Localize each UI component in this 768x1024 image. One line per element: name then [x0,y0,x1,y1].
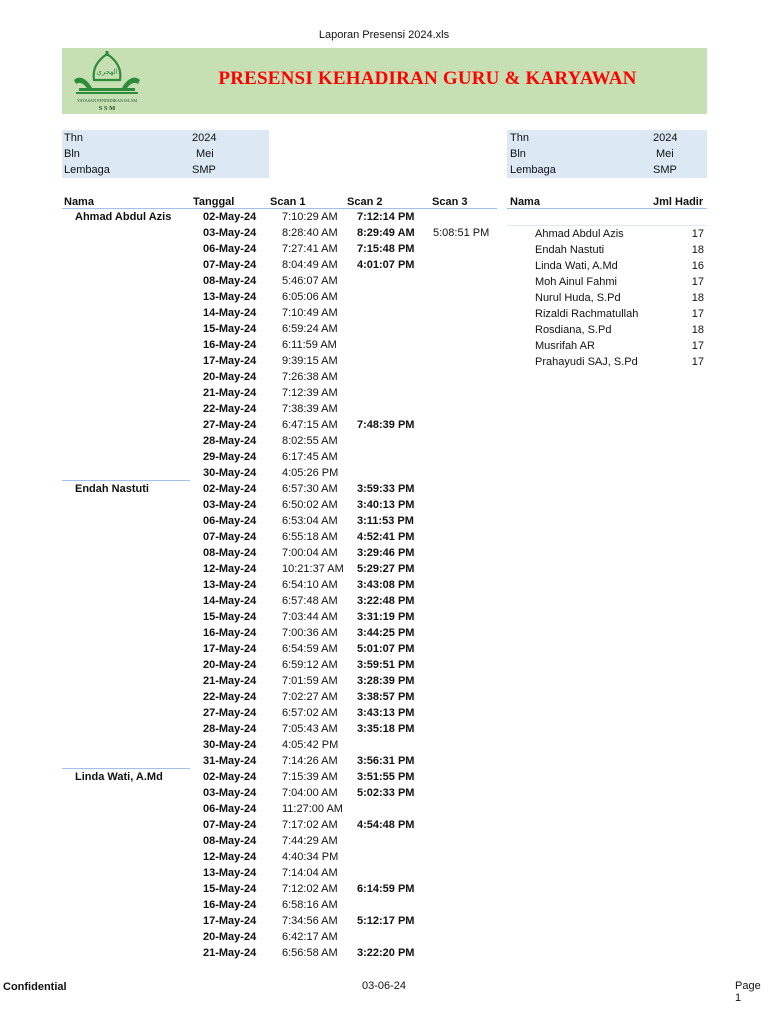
attendance-date: 15-May-24 [203,883,257,895]
attendance-date: 08-May-24 [203,275,257,287]
scan2-time: 3:43:13 PM [357,707,415,719]
scan2-time: 3:28:39 PM [357,675,415,687]
scan1-time: 10:21:37 AM [282,563,344,575]
scan3-time: 5:08:51 PM [433,227,490,239]
attendance-date: 03-May-24 [203,787,257,799]
scan1-time: 5:46:07 AM [282,275,338,287]
scan2-time: 5:02:33 PM [357,787,415,799]
scan1-time: 7:03:44 AM [282,611,338,623]
report-title: PRESENSI KEHADIRAN GURU & KARYAWAN [218,68,637,89]
attendance-date: 03-May-24 [203,227,257,239]
scan1-time: 7:14:26 AM [282,755,338,767]
label-bln: Bln [510,148,526,160]
attendance-date: 02-May-24 [203,771,257,783]
summary-name: Musrifah AR [535,340,595,352]
scan1-time: 6:42:17 AM [282,931,338,943]
scan2-time: 5:01:07 PM [357,643,415,655]
summary-count: 17 [691,308,704,320]
summary-header-underline [507,208,707,209]
scan2-time: 6:14:59 PM [357,883,415,895]
attendance-date: 13-May-24 [203,867,257,879]
scan2-time: 5:12:17 PM [357,915,415,927]
attendance-date: 12-May-24 [203,563,257,575]
scan1-time: 6:11:59 AM [282,339,337,351]
header-banner [62,48,707,114]
scan1-time: 7:12:02 AM [282,883,338,895]
scan1-time: 7:05:43 AM [282,723,338,735]
value-bln: Mei [656,148,674,160]
scan1-time: 6:50:02 AM [282,499,338,511]
scan1-time: 4:05:42 PM [282,739,339,751]
scan2-time: 3:59:33 PM [357,483,415,495]
label-lembaga: Lembaga [510,164,556,176]
scan1-time: 7:00:36 AM [282,627,338,639]
attendance-date: 06-May-24 [203,243,257,255]
employee-name: Ahmad Abdul Azis [75,211,172,223]
scan2-time: 3:51:55 PM [357,771,415,783]
scan2-time: 3:56:31 PM [357,755,415,767]
scan1-time: 7:04:00 AM [282,787,338,799]
scan2-time: 8:29:49 AM [357,227,415,239]
scan2-time: 4:01:07 PM [357,259,415,271]
summary-name: Nurul Huda, S.Pd [535,292,621,304]
scan1-time: 6:56:58 AM [282,947,338,959]
employee-name: Linda Wati, A.Md [75,771,163,783]
scan1-time: 6:59:24 AM [282,323,338,335]
logo-caption-text: YAYASAN PENDIDIKAN ISLAM [76,98,138,103]
attendance-date: 07-May-24 [203,259,257,271]
scan1-time: 8:02:55 AM [282,435,338,447]
attendance-date: 14-May-24 [203,595,257,607]
summary-count: 17 [691,340,704,352]
summary-count: 18 [691,244,704,256]
employee-name: Endah Nastuti [75,483,149,495]
summary-count: 18 [691,292,704,304]
footer-confidential: Confidential [3,981,67,993]
scan1-time: 7:27:41 AM [282,243,338,255]
label-lembaga: Lembaga [64,164,110,176]
attendance-date: 06-May-24 [203,515,257,527]
scan2-time: 3:38:57 PM [357,691,415,703]
attendance-date: 08-May-24 [203,547,257,559]
attendance-date: 15-May-24 [203,611,257,623]
group-separator [62,768,190,769]
scan2-time: 3:11:53 PM [357,515,414,527]
scan1-time: 7:14:04 AM [282,867,338,879]
scan1-time: 7:38:39 AM [282,403,338,415]
scan1-time: 6:54:10 AM [282,579,338,591]
value-lembaga: SMP [653,164,677,176]
scan2-time: 7:12:14 PM [357,211,415,223]
summary-name: Linda Wati, A.Md [535,260,618,272]
scan1-time: 7:12:39 AM [282,387,338,399]
attendance-date: 13-May-24 [203,579,257,591]
scan1-time: 6:57:48 AM [282,595,338,607]
attendance-date: 14-May-24 [203,307,257,319]
attendance-date: 22-May-24 [203,403,257,415]
scan1-time: 6:59:12 AM [282,659,338,671]
scan1-time: 7:44:29 AM [282,835,338,847]
scan2-time: 3:40:13 PM [357,499,415,511]
label-thn: Thn [64,132,83,144]
label-bln: Bln [64,148,80,160]
attendance-date: 16-May-24 [203,899,257,911]
summary-name: Rosdiana, S.Pd [535,324,612,336]
attendance-date: 31-May-24 [203,755,257,767]
scan2-time: 7:48:39 PM [357,419,415,431]
attendance-date: 08-May-24 [203,835,257,847]
attendance-date: 29-May-24 [203,451,257,463]
scan2-time: 3:44:25 PM [357,627,415,639]
header-tanggal: Tanggal [193,196,235,208]
scan1-time: 6:17:45 AM [282,451,338,463]
header-scan2: Scan 2 [347,196,383,208]
scan1-time: 6:57:30 AM [282,483,338,495]
summary-name: Endah Nastuti [535,244,605,256]
scan1-time: 7:10:49 AM [282,307,338,319]
attendance-date: 02-May-24 [203,211,257,223]
logo-initials-text: S S M [98,105,116,112]
header-nama: Nama [64,196,94,208]
attendance-date: 21-May-24 [203,387,257,399]
attendance-date: 07-May-24 [203,531,257,543]
summary-count: 17 [691,228,704,240]
scan1-time: 8:04:49 AM [282,259,338,271]
info-block-right [507,130,707,178]
scan2-time: 3:29:46 PM [357,547,415,559]
attendance-date: 02-May-24 [203,483,257,495]
attendance-date: 21-May-24 [203,947,257,959]
scan1-time: 4:05:26 PM [282,467,339,479]
scan2-time: 3:22:20 PM [357,947,415,959]
summary-header-jml-hadir: Jml Hadir [653,196,704,208]
attendance-date: 30-May-24 [203,467,257,479]
summary-name: Prahayudi SAJ, S.Pd [535,356,638,368]
summary-count: 17 [691,276,704,288]
summary-count: 18 [691,324,704,336]
scan1-time: 6:47:15 AM [282,419,338,431]
document-title: Laporan Presensi 2024.xls [318,29,450,41]
attendance-date: 27-May-24 [203,707,257,719]
attendance-date: 15-May-24 [203,323,257,335]
attendance-date: 13-May-24 [203,291,257,303]
attendance-date: 17-May-24 [203,915,257,927]
summary-count: 16 [691,260,704,272]
attendance-date: 20-May-24 [203,371,257,383]
scan1-time: 7:00:04 AM [282,547,338,559]
attendance-date: 17-May-24 [203,643,257,655]
scan1-time: 7:34:56 AM [282,915,338,927]
scan1-time: 7:02:27 AM [282,691,338,703]
scan2-time: 3:22:48 PM [357,595,415,607]
scan1-time: 9:39:15 AM [282,355,338,367]
scan2-time: 4:52:41 PM [357,531,415,543]
scan1-time: 6:58:16 AM [282,899,338,911]
scan1-time: 7:10:29 AM [282,211,338,223]
attendance-date: 07-May-24 [203,819,257,831]
label-thn: Thn [510,132,529,144]
attendance-date: 30-May-24 [203,739,257,751]
scan1-time: 4:40:34 PM [282,851,339,863]
value-thn: 2024 [653,132,678,144]
attendance-date: 22-May-24 [203,691,257,703]
attendance-date: 21-May-24 [203,675,257,687]
logo-arabic-text: الهجري [96,68,118,76]
attendance-date: 20-May-24 [203,659,257,671]
attendance-date: 28-May-24 [203,435,257,447]
info-block-left [62,130,269,178]
scan2-time: 4:54:48 PM [357,819,415,831]
attendance-date: 03-May-24 [203,499,257,511]
scan1-time: 8:28:40 AM [282,227,338,239]
attendance-date: 16-May-24 [203,627,257,639]
scan1-time: 7:17:02 AM [282,819,338,831]
value-thn: 2024 [192,132,217,144]
footer-date: 03-06-24 [362,980,407,992]
mosque-logo [68,50,146,112]
summary-count: 17 [691,356,704,368]
scan1-time: 7:15:39 AM [282,771,338,783]
scan1-time: 6:05:06 AM [282,291,338,303]
summary-top-border [507,225,707,226]
footer-page-number: Page 1 [735,980,761,1004]
summary-name: Rizaldi Rachmatullah [535,308,639,320]
scan1-time: 7:01:59 AM [282,675,338,687]
attendance-date: 16-May-24 [203,339,257,351]
scan2-time: 3:43:08 PM [357,579,415,591]
scan1-time: 6:54:59 AM [282,643,338,655]
group-separator [62,480,190,481]
header-scan3: Scan 3 [432,196,468,208]
scan1-time: 6:53:04 AM [282,515,338,527]
scan2-time: 5:29:27 PM [357,563,415,575]
scan2-time: 3:35:18 PM [357,723,415,735]
value-bln: Mei [196,148,214,160]
scan1-time: 7:26:38 AM [282,371,338,383]
attendance-date: 12-May-24 [203,851,257,863]
attendance-date: 20-May-24 [203,931,257,943]
attendance-date: 28-May-24 [203,723,257,735]
attendance-date: 27-May-24 [203,419,257,431]
summary-header-nama: Nama [510,196,540,208]
header-scan1: Scan 1 [270,196,306,208]
summary-name: Moh Ainul Fahmi [535,276,617,288]
value-lembaga: SMP [192,164,216,176]
attendance-date: 17-May-24 [203,355,257,367]
scan1-time: 6:57:02 AM [282,707,338,719]
scan2-time: 3:31:19 PM [357,611,415,623]
attendance-date: 06-May-24 [203,803,257,815]
scan2-time: 3:59:51 PM [357,659,415,671]
scan1-time: 6:55:18 AM [282,531,338,543]
scan1-time: 11:27:00 AM [282,803,343,815]
scan2-time: 7:15:48 PM [357,243,415,255]
summary-name: Ahmad Abdul Azis [535,228,624,240]
